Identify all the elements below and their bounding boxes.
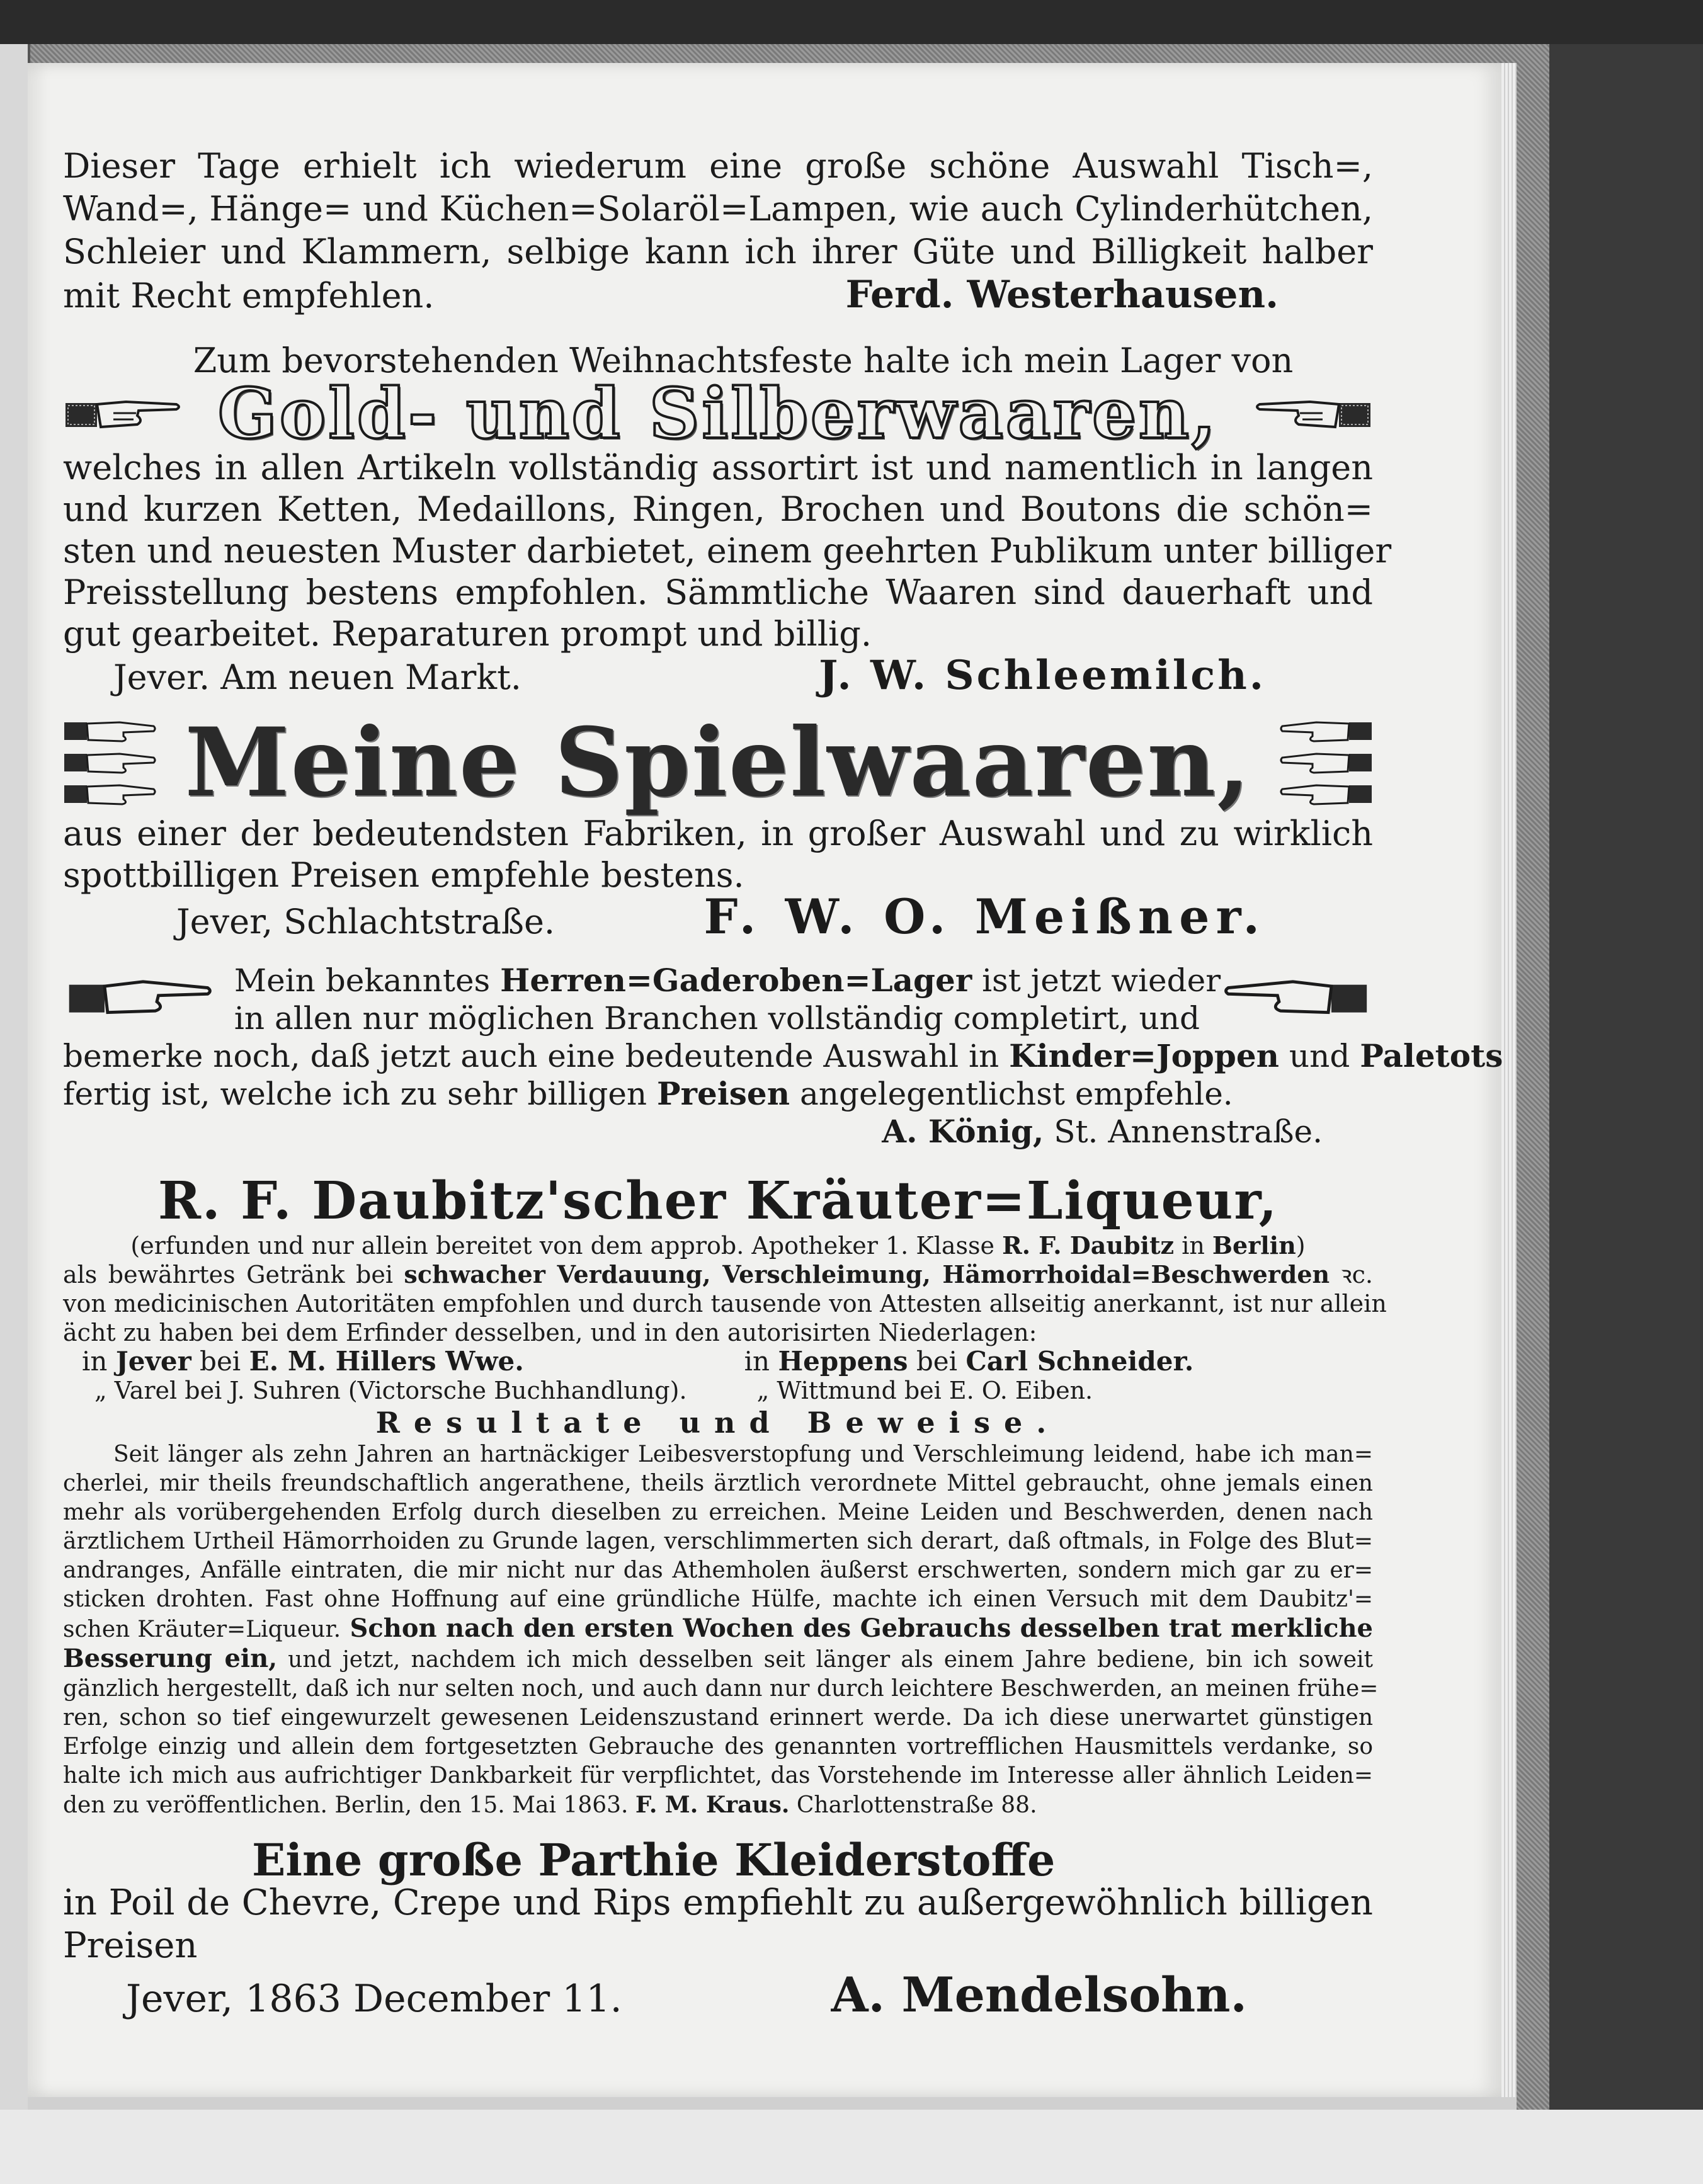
ad-place: Jever. Am neuen Markt. <box>113 657 521 697</box>
hands-group-right <box>1279 717 1373 808</box>
text-span: als bewährtes Getränk bei <box>63 1261 404 1288</box>
testimonial-line: andranges, Anfälle eintraten, die mir nicht nur das Athemholen äußerst erschwerten, sondern mich gar zu er= <box>63 1557 1373 1583</box>
testimonial-line: Seit länger als zehn Jahren an hartnäckiger Leibesverstopfung und Verschleimung leidend, habe ich man= <box>113 1442 1373 1467</box>
pointing-hand-left-icon <box>1279 749 1373 776</box>
ad-meissner <box>63 707 1373 945</box>
ad-headline-row <box>63 707 1373 818</box>
page-stack-edge <box>1501 63 1517 2097</box>
ad-place: Jever, Schlachtstraße. <box>176 902 555 941</box>
emphasis-text: Schon nach den ersten Wochen des Gebrauchs desselben trat merkliche <box>341 1613 1373 1643</box>
emphasis-text: Preisen <box>657 1075 790 1112</box>
emphasis-text: Paletots <box>1360 1037 1503 1074</box>
ad-text-line: aus einer der bedeutendsten Fabriken, in großer Auswahl und zu wirklich <box>63 814 1373 853</box>
advertisements <box>63 132 1503 2023</box>
text-span: ꝛc. <box>1330 1261 1373 1288</box>
text-span: Mein bekanntes <box>234 962 501 999</box>
advertiser-signature: F. W. O. Meißner. <box>703 889 1266 945</box>
pointing-hand-left-icon <box>1279 717 1373 745</box>
advertiser-signature: Ferd. Westerhausen. <box>845 273 1279 317</box>
testimonial-line: ren, schon so tief eingewurzelt gewesenen Leidenszustand erinnert werde. Da ich diese unerwartet günstigen <box>63 1705 1373 1731</box>
ad-body <box>215 962 1221 1037</box>
ad-mendelsohn <box>63 1834 1373 2023</box>
signature-name: A. König, <box>882 1113 1044 1150</box>
ad-headline: Gold- und Silberwaaren, <box>217 373 1219 454</box>
location-item: „ Wittmund bei E. O. Eiben. <box>756 1377 1093 1404</box>
text-span: ist jetzt wieder <box>972 962 1221 999</box>
advertiser-signature <box>63 1113 1323 1151</box>
ad-text-line <box>63 1231 1373 1260</box>
ad-text-line <box>63 1037 1503 1075</box>
scan-background <box>0 0 1703 44</box>
text-span: bei <box>191 1346 249 1377</box>
pointing-hand-left-icon <box>1221 962 1373 1031</box>
ad-text-line: Dieser Tage erhielt ich wiederum eine große schöne Auswahl Tisch=, <box>63 146 1373 186</box>
ad-footer-row <box>63 889 1373 945</box>
testimonial-line: gänzlich hergestellt, daß ich nur selten noch, und auch dann nur durch leichtere Beschwerden, an meinen frühe= <box>63 1676 1379 1702</box>
ad-headline: Eine große Parthie Kleiderstoffe <box>252 1834 1056 1886</box>
emphasis-text: R. F. Daubitz <box>1002 1231 1175 1260</box>
ad-text-line: mit Recht empfehlen. <box>63 276 435 316</box>
emphasis-text: F. M. Kraus. <box>635 1792 790 1818</box>
emphasis-text: Carl Schneider. <box>965 1346 1194 1377</box>
ad-text-line: welches in allen Artikeln vollständig assortirt ist und namentlich in langen <box>63 448 1373 487</box>
emphasis-text: E. M. Hillers Wwe. <box>249 1346 524 1377</box>
location-item <box>744 1347 1373 1376</box>
sales-locations <box>63 1347 1373 1405</box>
ad-footer-row <box>63 652 1373 699</box>
text-span: in <box>744 1346 778 1377</box>
text-span: schen Kräuter=Liqueur. <box>63 1617 341 1642</box>
testimonial-line <box>63 1614 1373 1644</box>
locations-left <box>63 1347 692 1405</box>
signature-address: St. Annenstraße. <box>1044 1113 1323 1150</box>
ad-text-line: Preisen <box>63 1925 198 1966</box>
ad-text-line <box>234 962 1221 999</box>
emphasis-text: Kinder=Joppen <box>1009 1037 1280 1074</box>
previous-page-edge <box>0 44 30 2184</box>
pointing-hand-left-icon <box>1279 780 1373 808</box>
testimonial <box>63 1440 1379 1820</box>
testimonial-line: ärztlichem Urtheil Hämorrhoiden zu Grunde lagen, verschlimmerten sich derart, daß oftmals, in Folge des Blut= <box>63 1528 1373 1554</box>
scanner-bed <box>0 2110 1703 2184</box>
hands-group-left <box>63 717 157 808</box>
testimonial-line: Erfolge einzig und allein dem fortgesetzten Gebrauche des genannten vortrefflichen Hausmittels verdanke, so <box>63 1734 1373 1760</box>
location-item <box>63 1347 692 1376</box>
ad-text-line: ächt zu haben bei dem Erfinder desselben, und in den autorisirten Niederlagen: <box>63 1319 1037 1346</box>
ad-footer-row <box>63 1967 1373 2023</box>
emphasis-text: Heppens <box>778 1346 908 1377</box>
advertiser-signature: A. Mendelsohn. <box>831 1967 1247 2023</box>
page-bottom-edge <box>28 2097 1517 2110</box>
ad-koenig <box>63 962 1503 1151</box>
testimonial-line: cherlei, mir theils freundschaftlich angerathene, theils ärztlich verordnete Mittel gebraucht, ohne jemals einen <box>63 1470 1373 1496</box>
pointing-hand-right-icon <box>63 717 157 745</box>
advertiser-signature: J. W. Schleemilch. <box>819 652 1266 699</box>
ad-text-line: von medicinischen Autoritäten empfohlen und durch tausende von Attesten allseitig anerkannt, ist nur allein <box>63 1290 1387 1317</box>
emphasis-text: Jever <box>115 1346 191 1377</box>
text-span: in <box>1174 1232 1212 1260</box>
results-heading: Resultate und Beweise. <box>375 1406 1061 1440</box>
text-span: ) <box>1296 1232 1306 1260</box>
ad-schleemilch <box>63 340 1392 699</box>
pointing-hand-right-icon <box>63 385 183 442</box>
ad-headline: R. F. Daubitz'scher Kräuter=Liqueur, <box>157 1171 1279 1231</box>
testimonial-line <box>63 1644 1373 1675</box>
ad-headline: Meine Spielwaaren, <box>185 707 1251 818</box>
ad-text-line: gut gearbeitet. Reparaturen prompt und billig. <box>63 614 872 654</box>
ad-intro: Zum bevorstehenden Weihnachtsfeste halte ich mein Lager von <box>193 341 1294 380</box>
text-span: (erfunden und nur allein bereitet von dem approb. Apotheker 1. Klasse <box>130 1232 1003 1260</box>
location-item: „ Varel bei J. Suhren (Victorsche Buchhandlung). <box>94 1377 687 1404</box>
ad-text-line: und kurzen Ketten, Medaillons, Ringen, Brochen und Boutons die schön= <box>63 489 1373 529</box>
locations-right <box>744 1347 1373 1405</box>
ad-text-line: in Poil de Chevre, Crepe und Rips empfiehlt zu außergewöhnlich billigen <box>63 1882 1373 1923</box>
pointing-hand-right-icon <box>63 780 157 808</box>
ad-text-line: spottbilligen Preisen empfehle bestens. <box>63 855 744 895</box>
text-span: Charlottenstraße 88. <box>789 1792 1037 1818</box>
testimonial-line <box>63 1790 1373 1820</box>
text-span: den zu veröffentlichen. Berlin, den 15. Mai 1863. <box>63 1792 635 1818</box>
text-span: und <box>1279 1038 1360 1074</box>
emphasis-text: Herren=Gaderoben=Lager <box>500 962 972 999</box>
text-span: angelegentlichst empfehle. <box>790 1076 1233 1112</box>
emphasis-text: Besserung ein, <box>63 1644 278 1673</box>
testimonial-line: halte ich mich aus aufrichtiger Dankbarkeit für verpflichtet, das Vorstehende im Interesse aller ähnlich Leiden= <box>63 1763 1373 1789</box>
ad-westerhausen <box>63 145 1373 317</box>
ad-headline-row <box>63 373 1373 454</box>
text-span: in <box>82 1346 116 1377</box>
emphasis-text: schwacher Verdauung, Verschleimung, Hämorrhoidal=Beschwerden <box>404 1260 1330 1288</box>
ad-daubitz-liqueur <box>63 1171 1387 1820</box>
ad-text-line: Wand=, Hänge= und Küchen=Solaröl=Lampen, wie auch Cylinderhütchen, <box>63 189 1373 229</box>
pointing-hand-right-icon <box>63 749 157 776</box>
ad-text-line <box>63 1075 1373 1113</box>
pointing-hand-left-icon <box>1253 385 1373 442</box>
testimonial-line: sticken drohten. Fast ohne Hoffnung auf eine gründliche Hülfe, machte ich einen Versuch mit dem Daubitz'= <box>63 1586 1373 1612</box>
testimonial-line: mehr als vorübergehenden Erfolg durch dieselben zu erreichen. Meine Leiden und Beschwerden, denen nach <box>63 1499 1373 1525</box>
text-span: fertig ist, welche ich zu sehr billigen <box>63 1076 658 1112</box>
ad-text-line: sten und neuesten Muster darbietet, einem geehrten Publikum unter billiger <box>63 531 1392 571</box>
ad-hands-row <box>63 962 1373 1037</box>
text-span: und jetzt, nachdem ich mich desselben seit länger als einem Jahre bediene, bin ich soweit <box>277 1647 1374 1673</box>
ad-place-date: Jever, 1863 December 11. <box>126 1977 622 2021</box>
pointing-hand-right-icon <box>63 962 215 1031</box>
ad-text-line: Preisstellung bestens empfohlen. Sämmtliche Waaren sind dauerhaft und <box>63 572 1373 612</box>
ad-text-line: in allen nur möglichen Branchen vollständig completirt, und <box>234 1000 1200 1037</box>
text-span: bei <box>908 1346 966 1377</box>
emphasis-text: Berlin <box>1212 1231 1296 1260</box>
text-span: bemerke noch, daß jetzt auch eine bedeutende Auswahl in <box>63 1038 1010 1074</box>
ad-footer-row <box>63 273 1373 317</box>
ad-text-line <box>63 1260 1373 1289</box>
ad-text-line: Schleier und Klammern, selbige kann ich ihrer Güte und Billigkeit halber <box>63 232 1373 271</box>
